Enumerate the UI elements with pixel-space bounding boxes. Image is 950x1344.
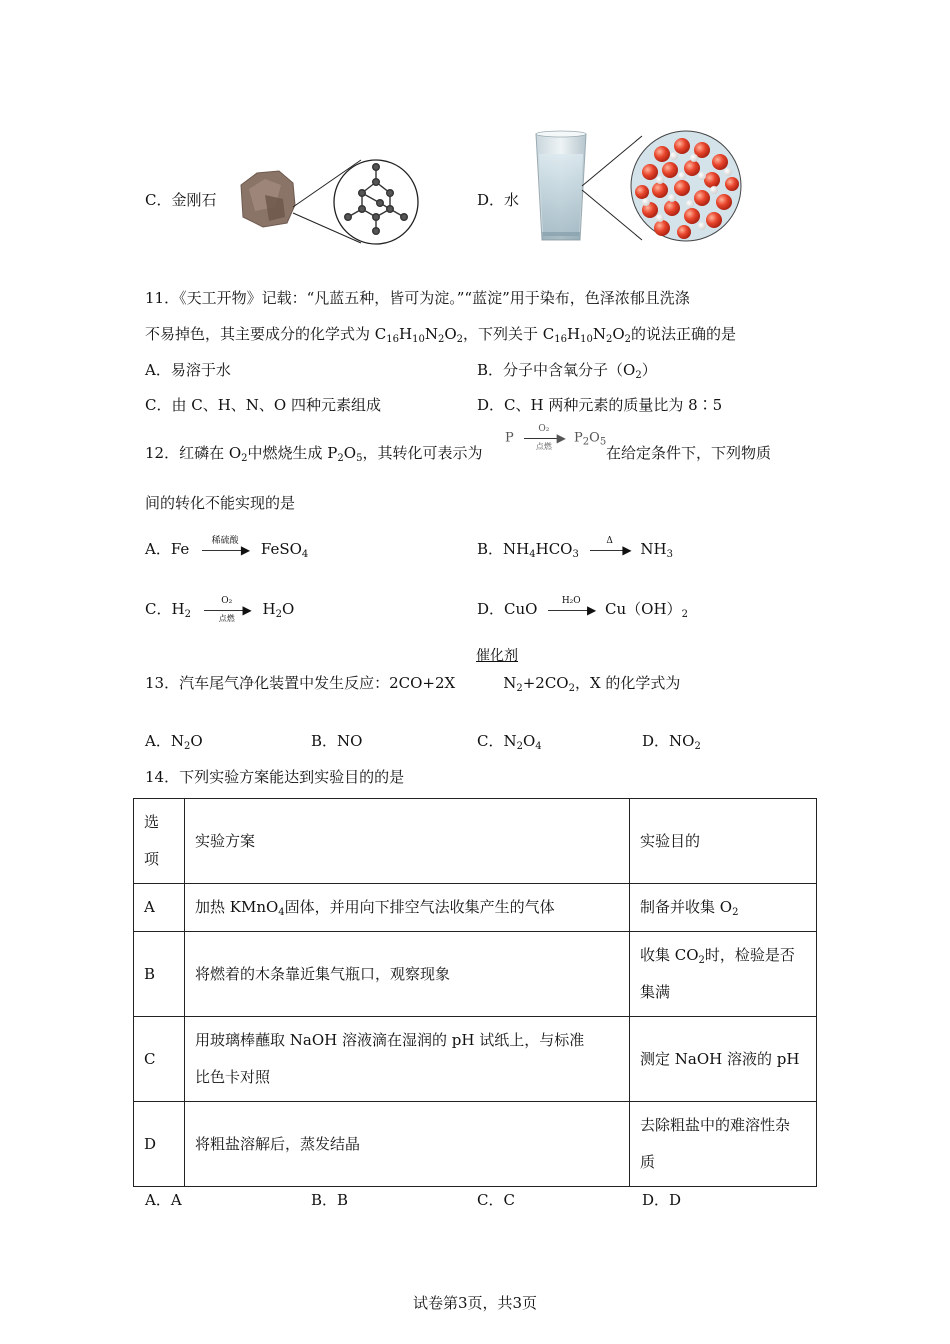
q14-option-a: A．A bbox=[145, 1191, 182, 1209]
q11-option-b: B．分子中含氧分子$(O_2)$ bbox=[477, 361, 657, 381]
q13-option-c: C．$N_2O_4$ bbox=[477, 732, 542, 752]
header-plan: 实验方案 bbox=[185, 799, 630, 884]
header-goal: 实验目的 bbox=[630, 799, 817, 884]
q14-option-b: B．B bbox=[311, 1191, 349, 1209]
q14-table bbox=[133, 798, 817, 1187]
q12-option-b: B．$NH_4HCO_3$ Δ ▶ $NH_3$ bbox=[477, 536, 673, 560]
q10-option-c: C．金刚石 bbox=[145, 191, 217, 209]
q10-option-d: D．水 bbox=[477, 191, 520, 209]
table-header-row bbox=[134, 799, 817, 884]
q13-stem: 13．汽车尾气净化装置中发生反应：2CO+2X $N_2+2CO_2$，X 的化学式为 bbox=[145, 674, 681, 694]
q14-option-c: C．C bbox=[477, 1191, 515, 1209]
table-row: B 将燃着的木条靠近集气瓶口，观察现象 收集 $CO_2$时，检验是否 集满 bbox=[134, 932, 817, 1017]
diamond-illustration bbox=[235, 155, 425, 250]
q12-option-c: C．$H_2$ O₂ ▶ 点燃 $H_2O$ bbox=[145, 596, 295, 623]
q12-formula: P O₂ ▶ 点燃 $P_2O_5$ bbox=[505, 424, 607, 451]
table-row: D 将粗盐溶解后，蒸发结晶 去除粗盐中的难溶性杂 质 bbox=[134, 1102, 817, 1187]
q12-arrow-bottom: 点燃 bbox=[535, 442, 552, 451]
q12-stem-line1-end: 在给定条件下，下列物质 bbox=[606, 444, 772, 462]
q11-option-a: A．易溶于水 bbox=[145, 361, 231, 379]
table-row: A 加热 KMnO$_4$固体，并用向下排空气法收集产生的气体 制备并收集 $O_2$ bbox=[134, 884, 817, 932]
header-option: 选 项 bbox=[134, 799, 185, 884]
q14-option-d: D．D bbox=[642, 1191, 682, 1209]
q11-option-c: C．由 C、H、N、O 四种元素组成 bbox=[145, 396, 381, 414]
q13-option-d: D．$NO_2$ bbox=[642, 732, 701, 752]
q12-option-d: D．CuO H₂O ▶ $Cu(OH)_2$ bbox=[477, 596, 688, 620]
q12-arrow: O₂ ▶ 点燃 bbox=[524, 428, 564, 448]
water-illustration bbox=[532, 128, 747, 248]
page-footer: 试卷第3页，共3页 bbox=[412, 1294, 538, 1312]
q12-stem-line2: 间的转化不能实现的是 bbox=[145, 494, 296, 512]
q11-stem-line1: 11．《天工开物》记载：“凡蓝五种，皆可为淀。”“蓝淀”用于染布，色泽浓郁且洗涤 bbox=[145, 289, 690, 307]
q13-catalyst: 催化剂 bbox=[476, 648, 518, 664]
q11-stem-line2: 不易掉色，其主要成分的化学式为 $C_{16}H_{10}N_2O_2$，下列关于 $C_{16}H_{10}N_2O_2$的说法正确的是 bbox=[145, 325, 737, 345]
q12-arrow-top: O₂ bbox=[538, 424, 550, 434]
q13-option-b: B．NO bbox=[311, 732, 363, 750]
q12-option-a: A．Fe 稀硫酸 ▶ FeSO$_4$ bbox=[145, 536, 309, 560]
table-row: C 用玻璃棒蘸取 NaOH 溶液滴在湿润的 pH 试纸上，与标准 比色卡对照 测定 NaOH 溶液的 pH bbox=[134, 1017, 817, 1102]
q11-option-d: D．C、H 两种元素的质量比为 8∶5 bbox=[477, 396, 723, 414]
q13-option-a: A．$N_2O$ bbox=[145, 732, 203, 752]
q12-stem-line1: 12．红磷在 $O_2$中燃烧生成 $P_2O_5$，其转化可表示为 bbox=[145, 444, 483, 464]
q14-stem: 14．下列实验方案能达到实验目的的是 bbox=[145, 768, 405, 786]
